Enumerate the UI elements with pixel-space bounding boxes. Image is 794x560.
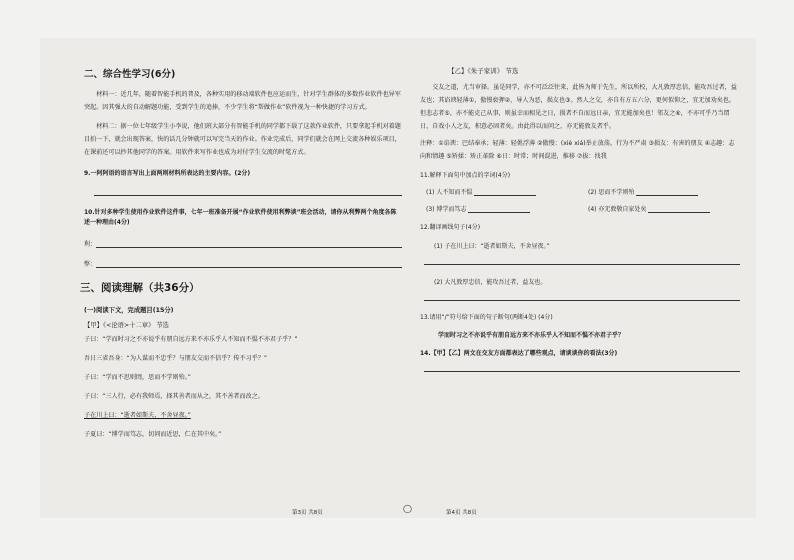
section3-title: 三、阅读理解（共36分）: [80, 282, 200, 294]
reading-one-heading: (一)阅读下文，完成题目(15分): [84, 307, 174, 314]
q11-items: [420, 187, 740, 213]
page-footer-left: 第3页 共8页: [292, 510, 323, 516]
passage-yi-citation: 【乙】《朱子家训》 节选: [448, 67, 519, 75]
jia-line-underlined: 子在川上曰：“逝者如斯夫，不舍昼夜。”: [84, 412, 191, 419]
passage-notes: 注释：①谄谀：巴结奉承；轻薄：轻佻浮薄 ②傲慢：(xiè xiá)举止放荡，行为不严肃 ③损友：有害的朋友 ④志趣：志向和情趣 ⑤矫揉：矫正革除 ⑥日：时常；时间混进，推移 ⑦拔：找我: [420, 140, 735, 160]
q11-item: (1) 人不知而不愠: [426, 187, 578, 196]
question-13: 13.请用“/”符号给下面的句子断句(两断4处) (4分): [420, 314, 553, 321]
question-9: 9.一阿阿语的语言写出上面两则材料所表达的主要内容。(2分): [84, 170, 251, 177]
pro-line: [96, 238, 402, 248]
q13-sentence: 学而时习之不亦说乎有朋自远方来不亦乐乎人不知而不愠不亦君子乎？: [438, 332, 625, 339]
passage-yi-text: 交友之道，尤当审择。虽是同学，亦不可泛泛往来，此皆为师于先生，所以所校，大凡敦厚忠信，能攻吾过者，益友也；其谄谀轻薄①，傲慢亵狎②，导人为恶，损友也③。然人之交，亦自有方五六分，更何似仰之，宜无加劝矣也。但悲志者⑤，亦不能克己从事，则虽幸而相见之日，损者不自而远日亲，宜无能加矣也！邻友之⑥，不亦可乎乃当谓日，自戏小人之友，积意必固者矣。由此得以而问之，亦无能敦友者乎。: [420, 84, 737, 130]
answer-row-pro: [84, 238, 402, 248]
con-label: 弊：: [84, 261, 97, 268]
q11-item: (2) 思而不学则殆: [588, 187, 740, 196]
passage-jia-citation: 【甲】《<论语>十二章》 节选: [84, 322, 169, 329]
exam-sheet: [40, 38, 756, 518]
binding-hole-icon: ◯: [403, 504, 412, 513]
answer-line-12-1: [424, 264, 740, 265]
jia-line: 吾日三省吾身：“为人谋而不忠乎？与朋友交而不信乎？传不习乎？”: [84, 355, 268, 362]
con-line: [96, 258, 402, 268]
answer-line-9: [94, 195, 402, 196]
q12-item-2: (2) 大凡敦厚忠信，能攻吾过者，益友也。: [434, 279, 547, 286]
answer-line-12-2: [424, 300, 740, 301]
material-one: 材料一：近几年，随着智能手机的普及，各种实用的移动端软件也应运而生，针对学生群体的多数作业软件也异军突起。因其强大的自动解题功能，受到学生的追捧，不少学生将“帮做作业”软件视为一种快捷的学习方式。: [84, 91, 401, 111]
section2-title: 二、综合性学习(6分): [84, 69, 176, 80]
jia-line: 子夏曰：“博学而笃志，切问而近思，仁在其中矣。”: [84, 431, 222, 438]
pro-label: 利：: [84, 241, 97, 248]
question-11: 11.解释下面句中加点的字词(4分): [420, 172, 511, 179]
left-page: [80, 66, 402, 449]
question-10: 10.针对多种学生使用作业软件这件事，七年一班准备开展“作业软件使用利弊谈”班会活动，请你从利弊两个角度各陈述一种理由(4分): [84, 209, 397, 226]
question-14: 14.【甲】【乙】两文在交友方面都表达了哪些观点，请谈谈你的看法(3分): [420, 350, 618, 357]
answer-line-14: [424, 371, 740, 372]
q11-item: (3) 博学而笃志: [426, 204, 578, 213]
answer-row-con: [84, 258, 402, 268]
question-12: 12.翻译画线句子(4分): [420, 224, 481, 231]
q11-item: (4) 亦无敦敬自家处矣: [588, 204, 740, 213]
jia-line: 子曰：“三人行，必有我师焉，择其善者而从之，其不善者而改之。: [84, 393, 264, 400]
jia-line: 子曰：“学而不思则罔，思而不学则殆。”: [84, 374, 191, 381]
jia-line: 子曰：“学而时习之不亦说乎有朋自远方来不亦乐乎人不知而不愠不亦君子乎？”: [84, 336, 298, 343]
right-page: [420, 66, 740, 372]
material-two: 材料二：据一位七年级学生小李说，他们班大部分有智能手机的同学都下载了这款作业软件，只要拿起手机对着题目拍一下，就会出现答案，快的话几分钟就可以写完当天的作业。作业完成后，同学们就会在网上交流各种娱乐项目，在课前还可以抄其他同学的答案。用软件来写作业也成为对付学生交流的时髦方式。: [84, 123, 401, 156]
page-footer-right: 第4页 共8页: [446, 510, 477, 516]
q12-item-1: (1) 子在川上曰：“逝者如斯夫，不舍昼夜。”: [434, 243, 550, 250]
